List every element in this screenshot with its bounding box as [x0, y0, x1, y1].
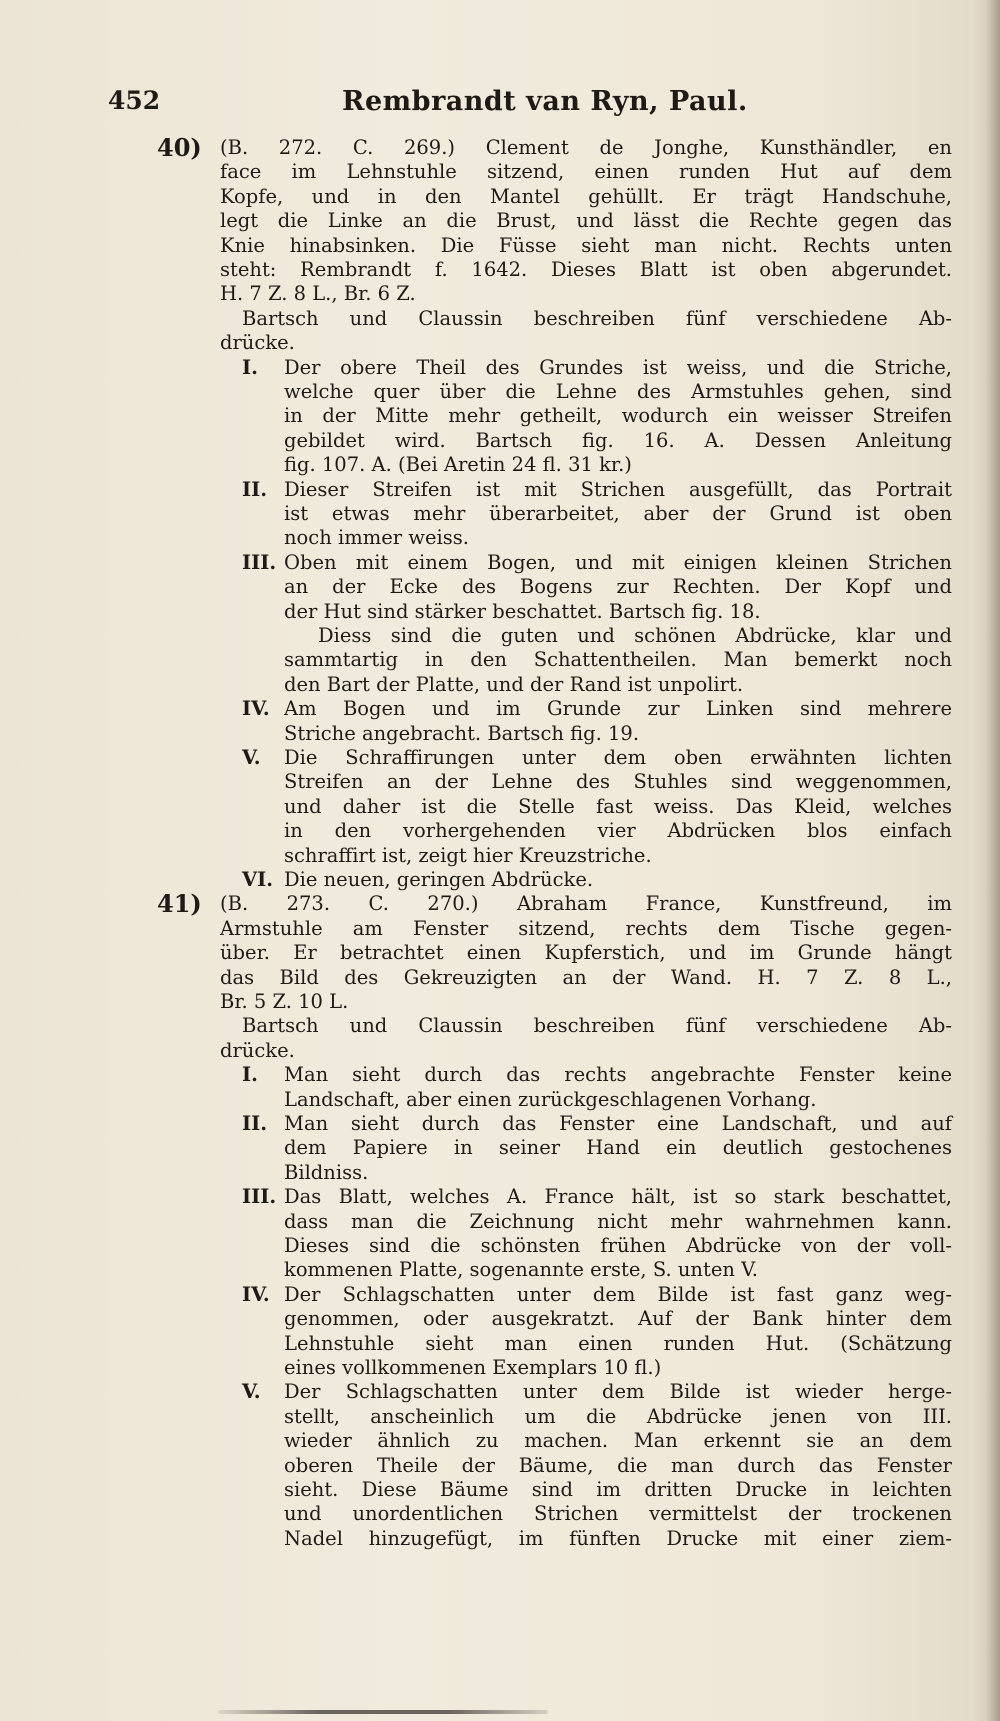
state-text-line: kommenen Platte, sogenannte erste, S. unten V. [284, 1258, 758, 1281]
state-text-line: Diess sind die guten und schönen Abdrücke, klar und [318, 624, 952, 647]
state-text-line: Striche angebracht. Bartsch fig. 19. [284, 722, 640, 745]
entry-text-line: H. 7 Z. 8 L., Br. 6 Z. [220, 282, 416, 305]
state-numeral: VI. [242, 868, 274, 891]
state-text-line: in der Mitte mehr getheilt, wodurch ein weisser Streifen [284, 404, 952, 427]
entry-text-line: über. Er betrachtet einen Kupferstich, und im Grunde hängt [220, 941, 952, 964]
state-text-line: Lehnstuhle sieht man einen runden Hut. (Schätzung [284, 1332, 952, 1355]
entry-text-line: (B. 273. C. 270.) Abraham France, Kunstfreund, im [220, 892, 952, 915]
state-text-line: Bildniss. [284, 1161, 369, 1184]
state-numeral: V. [242, 746, 261, 769]
state-text-line: stellt, anscheinlich um die Abdrücke jenen von III. [284, 1405, 952, 1428]
state-text-line: Man sieht durch das rechts angebrachte Fenster keine [284, 1063, 952, 1086]
state-numeral: III. [242, 1185, 277, 1208]
state-text-line: Die neuen, geringen Abdrücke. [284, 868, 594, 891]
state-text-line: schraffirt ist, zeigt hier Kreuzstriche. [284, 844, 652, 867]
state-text-line: Streifen an der Lehne des Stuhles sind weggenommen, [284, 770, 952, 793]
state-text-line: Am Bogen und im Grunde zur Linken sind mehrere [284, 697, 952, 720]
state-text-line: Dieser Streifen ist mit Strichen ausgefüllt, das Portrait [284, 478, 952, 501]
state-text-line: Landschaft, aber einen zurückgeschlagenen Vorhang. [284, 1088, 817, 1111]
state-text-line: fig. 107. A. (Bei Aretin 24 fl. 31 kr.) [284, 453, 632, 476]
state-text-line: welche quer über die Lehne des Armstuhles gehen, sind [284, 380, 952, 403]
state-text-line: Der obere Theil des Grundes ist weiss, und die Striche, [284, 356, 952, 379]
state-text-line: und daher ist die Stelle fast weiss. Das Kleid, welches [284, 795, 952, 818]
entry-text-line: face im Lehnstuhle sitzend, einen runden Hut auf dem [220, 160, 952, 183]
entry-text-line: Armstuhle am Fenster sitzend, rechts dem Tische gegen- [220, 917, 952, 940]
state-text-line: sammtartig in den Schattentheilen. Man bemerkt noch [284, 648, 952, 671]
page-number: 452 [108, 86, 161, 115]
entry-text-line: legt die Linke an die Brust, und lässt die Rechte gegen das [220, 209, 952, 232]
state-numeral: III. [242, 551, 277, 574]
entry-number: 41) [157, 889, 202, 918]
entry-number: 40) [157, 133, 202, 162]
state-text-line: noch immer weiss. [284, 526, 469, 549]
state-text-line: Die Schraffirungen unter dem oben erwähnten lichten [284, 746, 952, 769]
state-numeral: I. [242, 356, 258, 379]
state-text-line: genommen, oder ausgekratzt. Auf der Bank hinter dem [284, 1307, 952, 1330]
state-text-line: Oben mit einem Bogen, und mit einigen kleinen Strichen [284, 551, 952, 574]
state-numeral: IV. [242, 697, 270, 720]
entry-text-line: (B. 272. C. 269.) Clement de Jonghe, Kunsthändler, en [220, 136, 952, 159]
state-text-line: und unordentlichen Strichen vermittelst der trockenen [284, 1502, 952, 1525]
state-text-line: Dieses sind die schönsten frühen Abdrücke von der voll- [284, 1234, 952, 1257]
entry-text-line: drücke. [220, 1039, 295, 1062]
state-text-line: Nadel hinzugefügt, im fünften Drucke mit einer ziem- [284, 1527, 952, 1550]
state-text-line: Das Blatt, welches A. France hält, ist so stark beschattet, [284, 1185, 952, 1208]
state-numeral: IV. [242, 1283, 270, 1306]
state-text-line: Der Schlagschatten unter dem Bilde ist wieder herge- [284, 1380, 952, 1403]
state-text-line: der Hut sind stärker beschattet. Bartsch fig. 18. [284, 600, 761, 623]
state-text-line: dem Papiere in seiner Hand ein deutlich gestochenes [284, 1136, 952, 1159]
state-text-line: sieht. Diese Bäume sind im dritten Drucke in leichten [284, 1478, 952, 1501]
entry-text-line: Bartsch und Claussin beschreiben fünf verschiedene Ab- [242, 307, 952, 330]
state-numeral: II. [242, 478, 268, 501]
footer-rule [218, 1710, 548, 1714]
entry-text-line: drücke. [220, 331, 295, 354]
state-text-line: an der Ecke des Bogens zur Rechten. Der Kopf und [284, 575, 952, 598]
state-text-line: ist etwas mehr überarbeitet, aber der Grund ist oben [284, 502, 952, 525]
state-numeral: II. [242, 1112, 268, 1135]
state-text-line: dass man die Zeichnung nicht mehr wahrnehmen kann. [284, 1210, 952, 1233]
state-text-line: in den vorhergehenden vier Abdrücken blos einfach [284, 819, 952, 842]
state-text-line: den Bart der Platte, und der Rand ist unpolirt. [284, 673, 744, 696]
state-numeral: V. [242, 1380, 261, 1403]
page-edge-shadow [986, 0, 1000, 1721]
state-numeral: I. [242, 1063, 258, 1086]
entry-text-line: Bartsch und Claussin beschreiben fünf verschiedene Ab- [242, 1014, 952, 1037]
state-text-line: oberen Theile der Bäume, die man durch das Fenster [284, 1454, 952, 1477]
state-text-line: Man sieht durch das Fenster eine Landschaft, und auf [284, 1112, 952, 1135]
running-title: Rembrandt van Ryn, Paul. [342, 86, 748, 117]
entry-text-line: Knie hinabsinken. Die Füsse sieht man nicht. Rechts unten [220, 234, 952, 257]
state-text-line: Der Schlagschatten unter dem Bilde ist fast ganz weg- [284, 1283, 952, 1306]
entry-text-line: Kopfe, und in den Mantel gehüllt. Er trägt Handschuhe, [220, 185, 952, 208]
entry-text-line: das Bild des Gekreuzigten an der Wand. H. 7 Z. 8 L., [220, 966, 952, 989]
state-text-line: wieder ähnlich zu machen. Man erkennt sie an dem [284, 1429, 952, 1452]
state-text-line: gebildet wird. Bartsch fig. 16. A. Dessen Anleitung [284, 429, 952, 452]
entry-text-line: steht: Rembrandt f. 1642. Dieses Blatt ist oben abgerundet. [220, 258, 952, 281]
state-text-line: eines vollkommenen Exemplars 10 fl.) [284, 1356, 662, 1379]
entry-text-line: Br. 5 Z. 10 L. [220, 990, 349, 1013]
